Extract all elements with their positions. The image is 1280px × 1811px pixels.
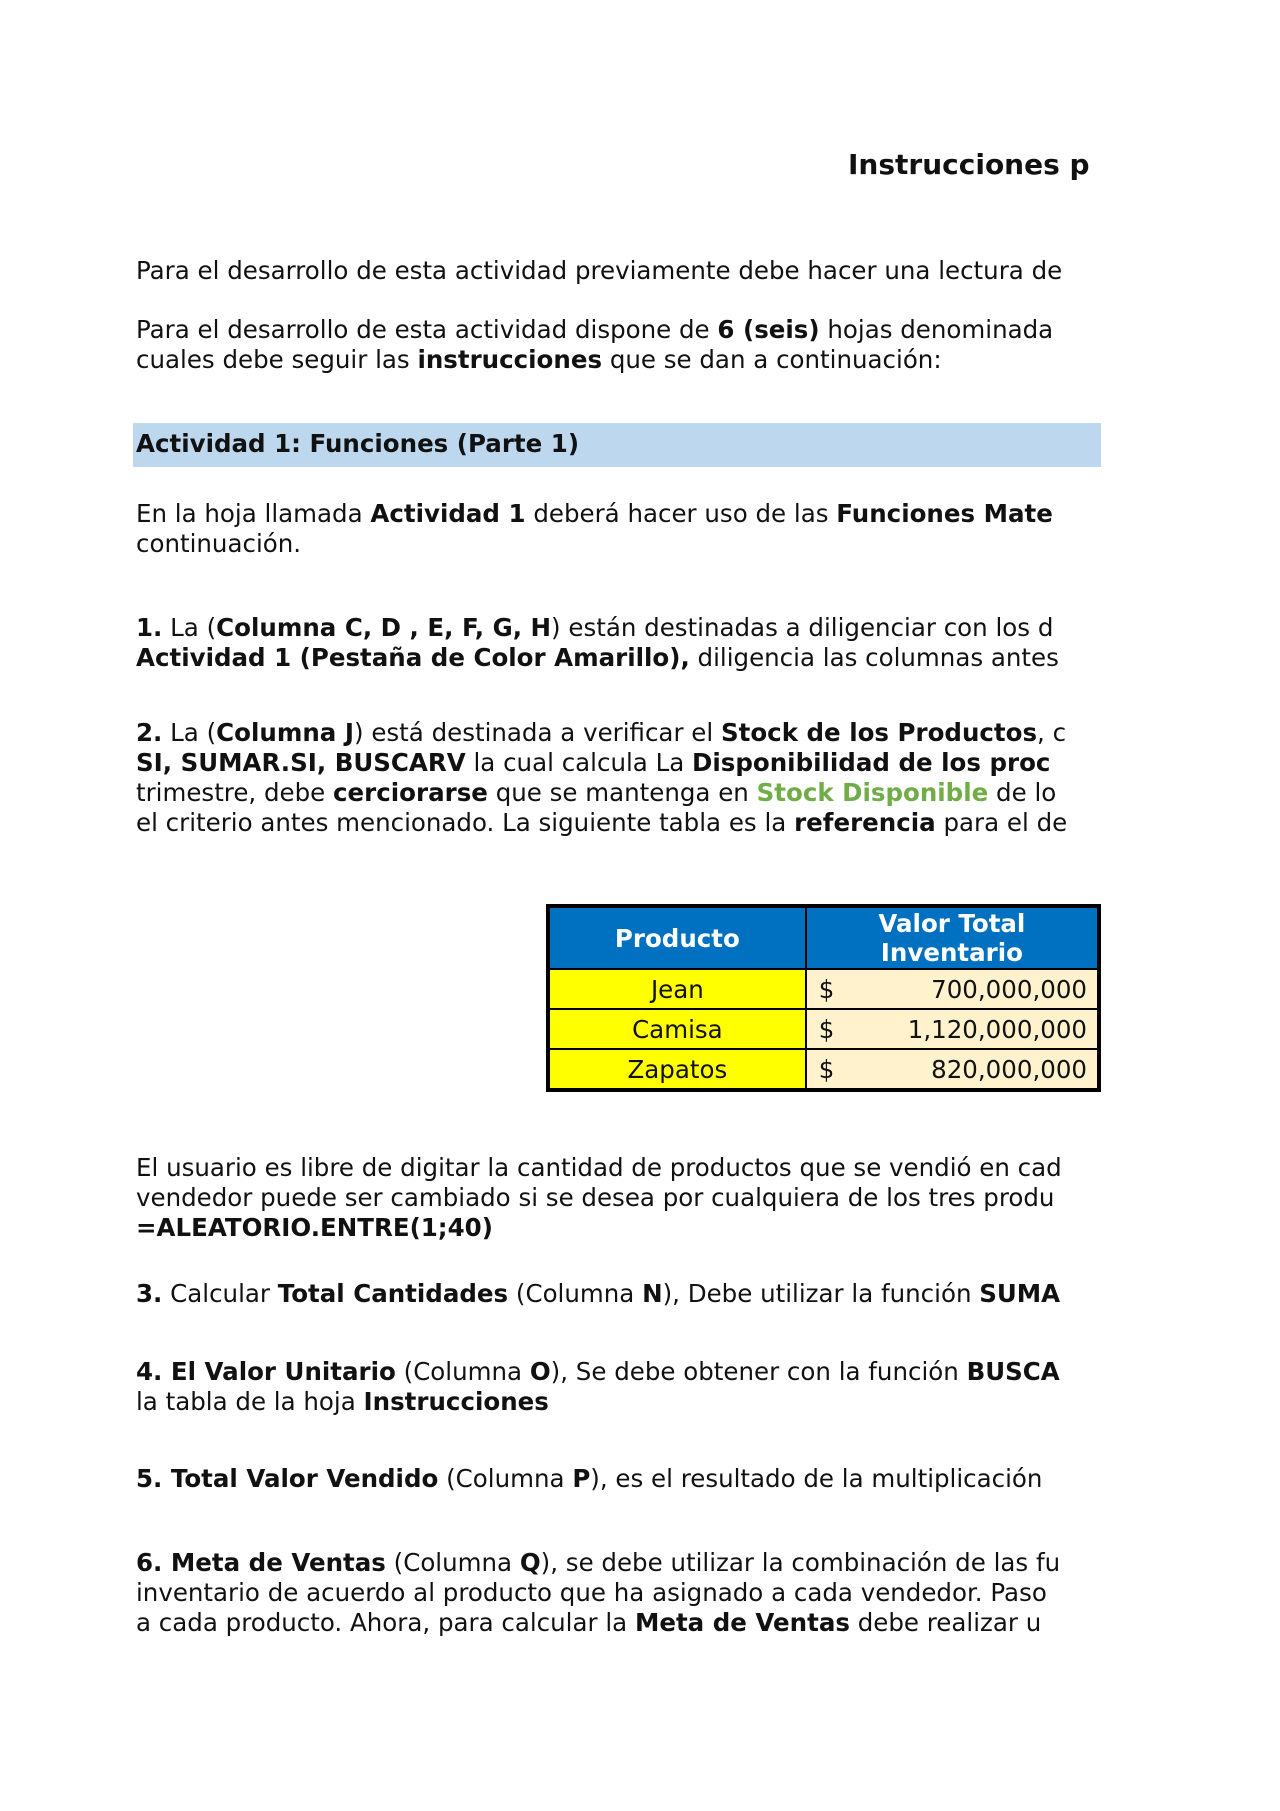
currency-symbol: $ xyxy=(818,1054,835,1084)
table-header-row xyxy=(548,906,1099,969)
item-emphasis: SI, SUMAR.SI, BUSCARV xyxy=(136,748,466,777)
item-emphasis: 5. Total Valor Vendido xyxy=(136,1464,439,1493)
item-text: ) están destinadas a diligenciar con los d xyxy=(551,613,1054,642)
paragraph-text: El usuario es libre de digitar la cantidad de productos que se vendió en cad xyxy=(136,1153,1062,1182)
item-5-line-1 xyxy=(136,1464,1042,1494)
item-3-line-1 xyxy=(136,1279,1060,1309)
item-text: ), se debe utilizar la combinación de las fu xyxy=(540,1548,1061,1577)
product-cell: Jean xyxy=(548,969,806,1009)
item-text: diligencia las columnas antes xyxy=(689,643,1059,672)
formula-text: =ALEATORIO.ENTRE(1;40) xyxy=(136,1213,493,1242)
column-header-valor-total xyxy=(806,906,1099,969)
item-2-line-1 xyxy=(136,718,1066,748)
item-text: (Columna xyxy=(438,1464,573,1493)
item-emphasis: 4. El Valor Unitario xyxy=(136,1357,396,1386)
item-text: (Columna xyxy=(395,1357,530,1386)
section-title: Actividad 1: Funciones (Parte 1) xyxy=(136,429,580,458)
item-6-line-1 xyxy=(136,1548,1060,1578)
item-text: La ( xyxy=(162,613,217,642)
intro-emphasis: instrucciones xyxy=(417,345,603,374)
item-text: que se mantenga en xyxy=(487,778,757,807)
table-row xyxy=(548,1009,1099,1049)
item-emphasis: Q xyxy=(519,1548,541,1577)
paragraph-text: deberá hacer uso de las xyxy=(525,499,837,528)
currency-symbol: $ xyxy=(818,1014,835,1044)
item-text: la tabla de la hoja xyxy=(136,1387,364,1416)
paragraph-text: En la hoja llamada xyxy=(136,499,371,528)
paragraph-1-line-2 xyxy=(136,529,301,559)
item-text: , c xyxy=(1037,718,1067,747)
item-emphasis: P xyxy=(572,1464,591,1493)
paragraph-2-line-3 xyxy=(136,1213,493,1243)
sheet-count: 6 (seis) xyxy=(717,315,820,344)
item-text: para el de xyxy=(935,808,1068,837)
item-emphasis: Total Cantidades xyxy=(277,1279,509,1308)
header-line: Inventario xyxy=(880,938,1023,967)
product-cell: Zapatos xyxy=(548,1049,806,1090)
item-2-line-3 xyxy=(136,778,1056,808)
paragraph-emphasis: Funciones Mate xyxy=(836,499,1053,528)
table-row xyxy=(548,969,1099,1009)
item-6-line-3 xyxy=(136,1608,1041,1638)
item-emphasis: Stock de los Productos xyxy=(720,718,1038,747)
paragraph-text: vendedor puede ser cambiado si se desea por cualquiera de los tres produ xyxy=(136,1183,1055,1212)
item-text: ), Se debe obtener con la función xyxy=(550,1357,967,1386)
item-6-line-2 xyxy=(136,1578,1047,1608)
item-text: (Columna xyxy=(385,1548,520,1577)
item-emphasis: SUMA xyxy=(979,1279,1061,1308)
product-cell: Camisa xyxy=(548,1009,806,1049)
item-emphasis: Disponibilidad de los proc xyxy=(692,748,1051,777)
item-text: ), Debe utilizar la función xyxy=(662,1279,980,1308)
item-text: debe realizar u xyxy=(849,1608,1042,1637)
item-emphasis: Actividad 1 (Pestaña de Color Amarillo), xyxy=(136,643,690,672)
intro-text: cuales debe seguir las xyxy=(136,345,418,374)
paragraph-1-line-1 xyxy=(136,499,1053,529)
item-text: inventario de acuerdo al producto que ha asignado a cada vendedor. Paso xyxy=(136,1578,1047,1607)
item-1-line-2 xyxy=(136,643,1059,673)
value-amount: 700,000,000 xyxy=(931,974,1087,1004)
item-number: 2. xyxy=(136,718,163,747)
item-emphasis: 6. Meta de Ventas xyxy=(136,1548,386,1577)
item-4-line-2 xyxy=(136,1387,549,1417)
header-line: Valor Total xyxy=(878,909,1026,938)
item-2-line-2 xyxy=(136,748,1050,778)
item-number: 1. xyxy=(136,613,163,642)
item-emphasis: O xyxy=(529,1357,551,1386)
item-2-line-4 xyxy=(136,808,1067,838)
value-amount: 1,120,000,000 xyxy=(907,1014,1087,1044)
reference-table xyxy=(546,904,1101,1092)
intro-line-1 xyxy=(136,256,1062,286)
value-cell xyxy=(806,969,1099,1009)
item-emphasis: Instrucciones xyxy=(363,1387,549,1416)
currency-symbol: $ xyxy=(818,974,835,1004)
item-emphasis: Columna J xyxy=(216,718,354,747)
item-text: a cada producto. Ahora, para calcular la xyxy=(136,1608,635,1637)
intro-text: Para el desarrollo de esta actividad previamente debe hacer una lectura de xyxy=(136,256,1063,285)
item-emphasis: Columna C, D , E, F, G, H xyxy=(216,613,552,642)
item-1-line-1 xyxy=(136,613,1053,643)
intro-text: Para el desarrollo de esta actividad dispone de xyxy=(136,315,718,344)
item-text: (Columna xyxy=(508,1279,643,1308)
intro-text: que se dan a continuación: xyxy=(602,345,942,374)
value-cell xyxy=(806,1009,1099,1049)
stock-disponible-highlight: Stock Disponible xyxy=(756,778,989,807)
item-emphasis: Meta de Ventas xyxy=(634,1608,850,1637)
item-text: la cual calcula La xyxy=(465,748,693,777)
page-title: Instrucciones p xyxy=(848,148,1090,181)
paragraph-2-line-2 xyxy=(136,1183,1054,1213)
item-emphasis: cerciorarse xyxy=(333,778,488,807)
item-4-line-1 xyxy=(136,1357,1060,1387)
paragraph-text: continuación. xyxy=(136,529,302,558)
item-text: La ( xyxy=(162,718,217,747)
item-text: el criterio antes mencionado. La siguiente tabla es la xyxy=(136,808,795,837)
item-text: Calcular xyxy=(162,1279,278,1308)
column-header-producto: Producto xyxy=(548,906,806,969)
item-emphasis: BUSCA xyxy=(966,1357,1060,1386)
item-emphasis: N xyxy=(642,1279,663,1308)
value-cell xyxy=(806,1049,1099,1090)
item-text: trimestre, debe xyxy=(136,778,334,807)
intro-line-2 xyxy=(136,315,1053,345)
item-text: de lo xyxy=(988,778,1057,807)
item-text: ), es el resultado de la multiplicación xyxy=(590,1464,1043,1493)
intro-line-3 xyxy=(136,345,942,375)
item-emphasis: referencia xyxy=(794,808,936,837)
value-amount: 820,000,000 xyxy=(931,1054,1087,1084)
item-text: ) está destinada a verificar el xyxy=(353,718,721,747)
paragraph-emphasis: Actividad 1 xyxy=(370,499,526,528)
table-row xyxy=(548,1049,1099,1090)
paragraph-2-line-1 xyxy=(136,1153,1062,1183)
intro-text: hojas denominada xyxy=(819,315,1054,344)
item-number: 3. xyxy=(136,1279,163,1308)
